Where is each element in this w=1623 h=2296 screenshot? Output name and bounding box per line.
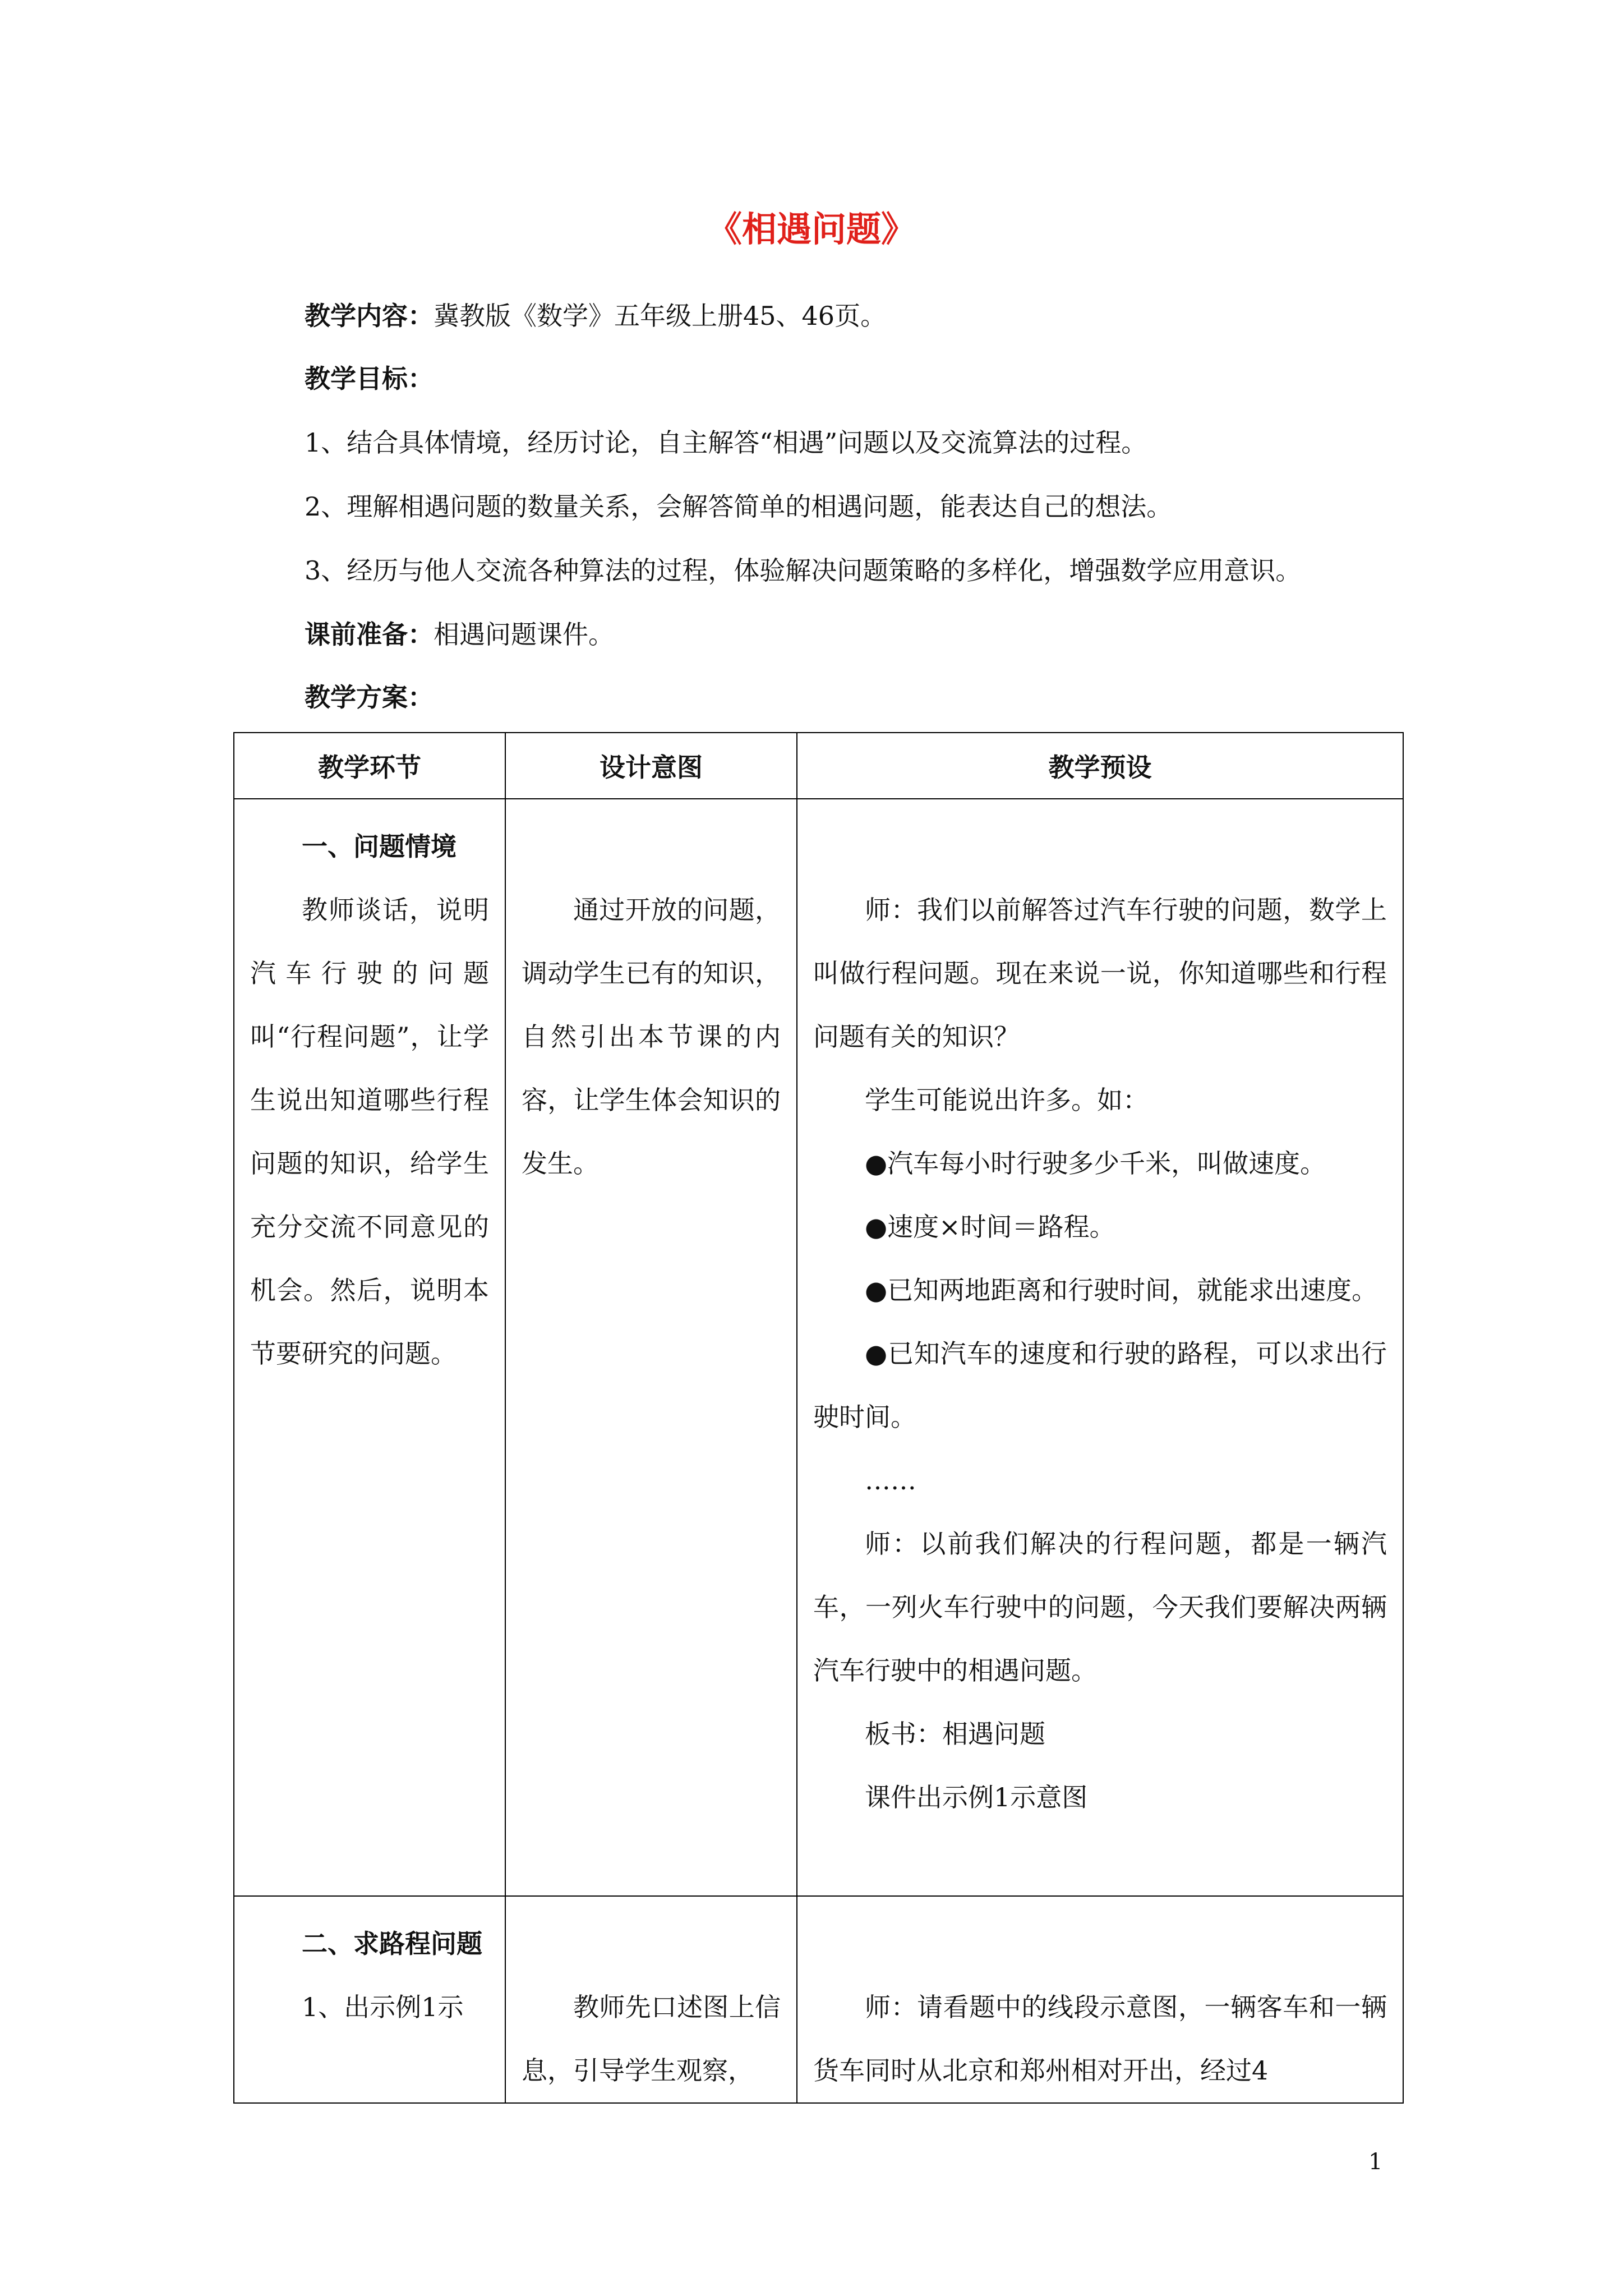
plan-paragraph: 师：以前我们解决的行程问题，都是一辆汽车，一列火车行驶中的问题，今天我们要解决两辆汽车行驶中的相遇问题。 <box>813 1529 1387 1686</box>
table-header-row <box>234 733 1403 799</box>
lesson-plan-table <box>233 732 1404 2104</box>
header-teaching-plan: 教学预设 <box>797 733 1403 799</box>
intent-cell <box>505 799 797 1896</box>
plan-paragraph: ●已知汽车的速度和行驶的路程，可以求出行驶时间。 <box>813 1338 1387 1432</box>
teaching-content-text: 冀教版《数学》五年级上册45、46页。 <box>434 301 887 331</box>
preparation-label: 课前准备： <box>305 619 434 650</box>
stage-cell <box>234 1896 505 2103</box>
document-title: 《相遇问题》 <box>707 209 916 250</box>
plan-paragraph: ●已知两地距离和行驶时间，就能求出速度。 <box>865 1275 1378 1305</box>
plan-paragraph: ●汽车每小时行驶多少千米，叫做速度。 <box>865 1148 1326 1179</box>
table-row <box>234 1896 1403 2103</box>
preparation-line <box>305 619 614 650</box>
section-heading: 一、问题情境 <box>302 831 457 862</box>
section-description: 教师谈话，说明汽车行驶的问题叫“行程问题”，让学生说出知道哪些行程问题的知识，给学生充分交流不同意见的机会。然后，说明本节要研究的问题。 <box>250 895 489 1369</box>
plan-paragraph: 学生可能说出许多。如： <box>865 1085 1149 1115</box>
header-design-intent: 设计意图 <box>505 733 797 799</box>
plan-paragraph: 板书：相遇问题 <box>865 1719 1045 1749</box>
teaching-plan-line <box>305 682 434 713</box>
plan-paragraph: 师：我们以前解答过汽车行驶的问题，数学上叫做行程问题。现在来说一说，你知道哪些和行程问题有关的知识？ <box>813 895 1387 1052</box>
plan-paragraph: 师：请看题中的线段示意图，一辆客车和一辆货车同时从北京和郑州相对开出，经过4 <box>813 1992 1387 2086</box>
goal-item-1: 1、结合具体情境，经历讨论，自主解答“相遇”问题以及交流算法的过程。 <box>305 427 1147 458</box>
page-number: 1 <box>1368 2149 1383 2175</box>
design-intent-text: 通过开放的问题，调动学生已有的知识，自然引出本节课的内容，让学生体会知识的发生。 <box>522 895 781 1179</box>
design-intent-text: 教师先口述图上信息，引导学生观察， <box>522 1992 781 2086</box>
teaching-plan-label: 教学方案： <box>305 682 434 712</box>
plan-paragraph: …… <box>865 1465 916 1496</box>
teaching-content-label: 教学内容： <box>305 301 434 331</box>
stage-cell <box>234 799 505 1896</box>
section-heading: 二、求路程问题 <box>302 1929 482 1959</box>
plan-paragraph: 课件出示例1示意图 <box>865 1782 1088 1812</box>
section-description: 1、出示例1示 <box>302 1992 464 2022</box>
intent-cell <box>505 1896 797 2103</box>
teaching-goals-line <box>305 364 434 394</box>
goal-item-3: 3、经历与他人交流各种算法的过程，体验解决问题策略的多样化，增强数学应用意识。 <box>305 555 1302 586</box>
plan-cell <box>797 799 1403 1896</box>
teaching-content-line <box>305 301 886 332</box>
plan-cell <box>797 1896 1403 2103</box>
goal-item-2: 2、理解相遇问题的数量关系，会解答简单的相遇问题，能表达自己的想法。 <box>305 491 1173 522</box>
teaching-goals-label: 教学目标： <box>305 364 434 394</box>
preparation-text: 相遇问题课件。 <box>434 619 614 650</box>
table-row <box>234 799 1403 1896</box>
plan-paragraph: ●速度×时间＝路程。 <box>865 1212 1115 1242</box>
header-teaching-stage: 教学环节 <box>234 733 505 799</box>
